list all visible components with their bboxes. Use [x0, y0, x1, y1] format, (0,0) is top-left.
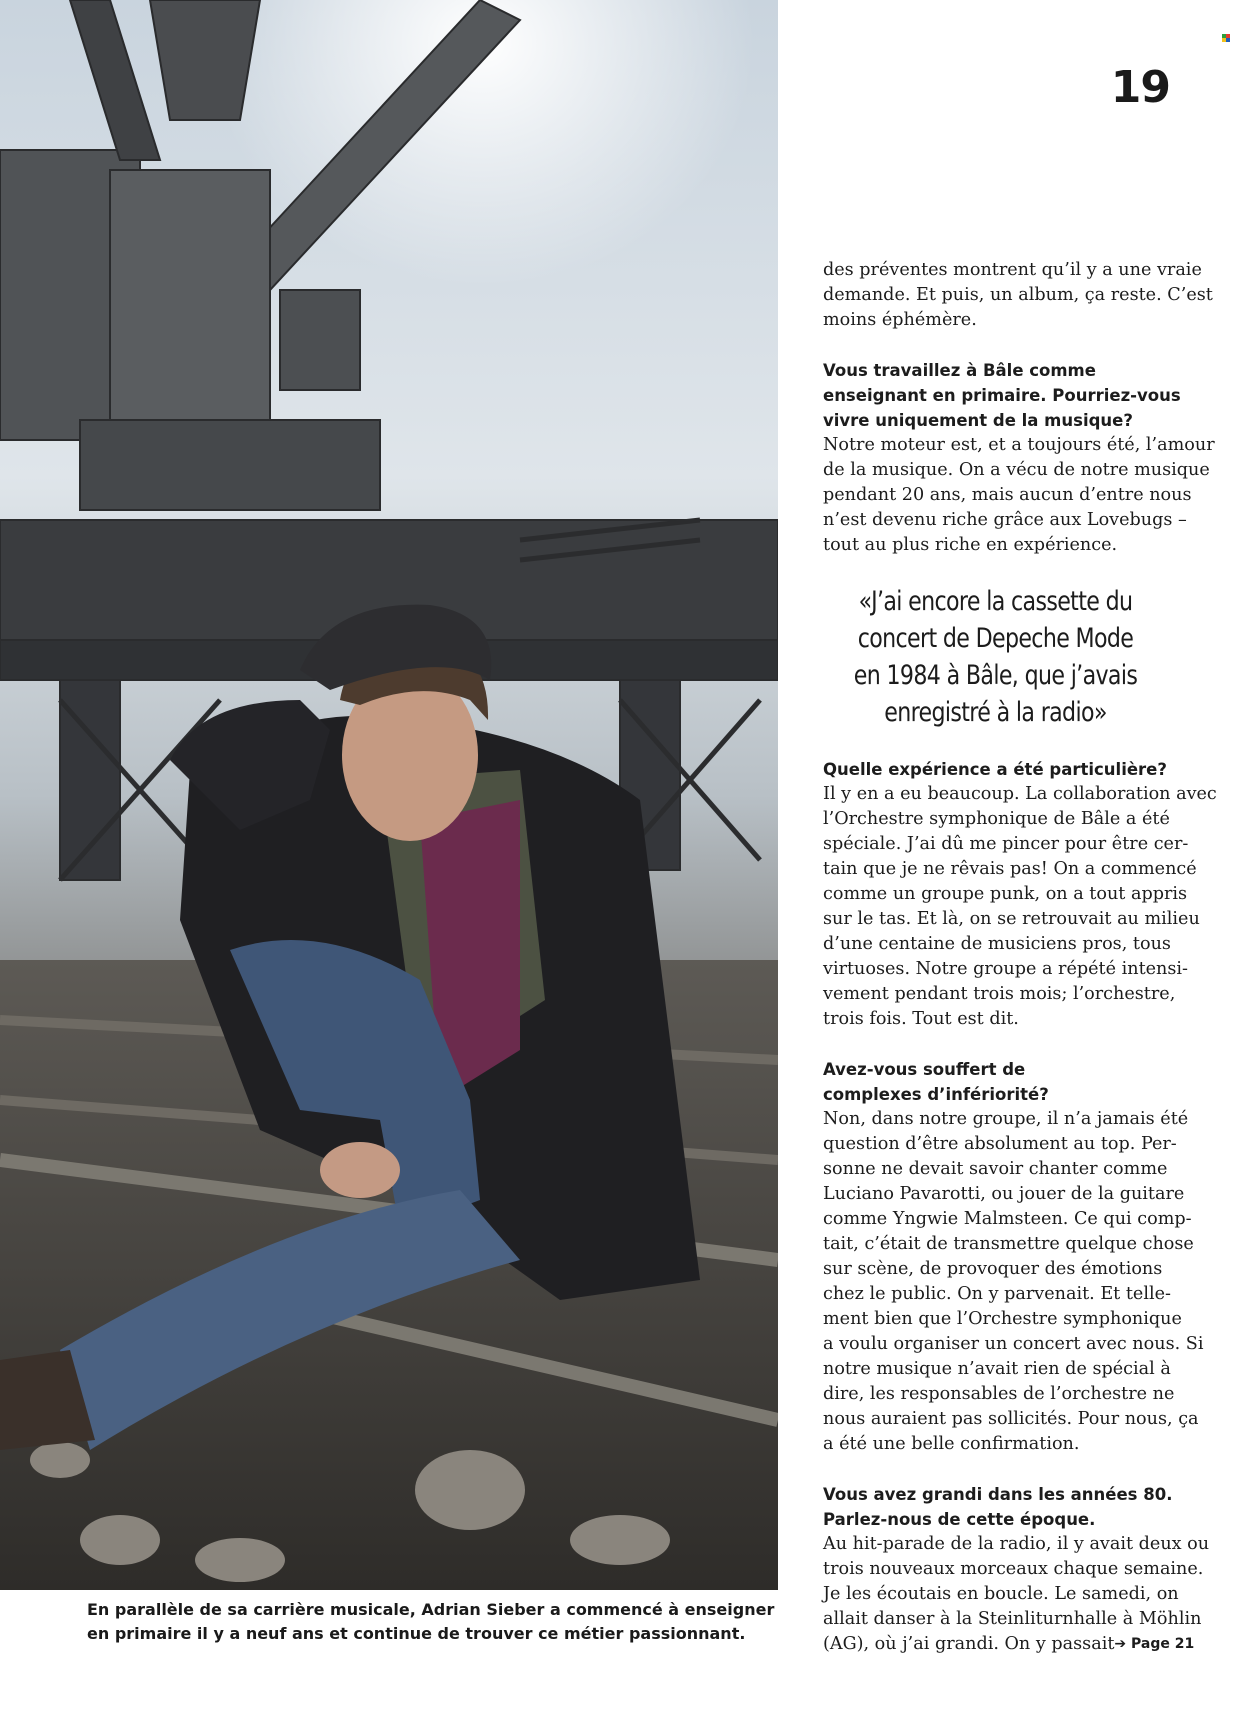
text-line: moins éphémère.: [823, 310, 977, 330]
article-column: [823, 258, 1217, 1657]
question-line: Quelle expérience a été particulière?: [823, 760, 1167, 779]
answer-line: tout au plus riche en expérience.: [823, 535, 1118, 555]
answer-line: trois nouveaux morceaux chaque semaine.: [823, 1559, 1204, 1579]
answer-line: virtuoses. Notre groupe a répété intensi-: [823, 959, 1188, 979]
answer-line: notre musique n’avait rien de spécial à: [823, 1359, 1171, 1379]
answer-line: n’est devenu riche grâce aux Lovebugs –: [823, 510, 1187, 530]
answer-line: tait, c’était de transmettre quelque chose: [823, 1234, 1194, 1254]
answer-line: a été une belle confirmation.: [823, 1434, 1080, 1454]
page-number: 19: [1110, 62, 1170, 113]
photo-caption: [87, 1598, 775, 1646]
answer-line: tain que je ne rêvais pas! On a commencé: [823, 859, 1197, 879]
answer-line: nous auraient pas sollicités. Pour nous, ça: [823, 1409, 1199, 1429]
answer-line: sur scène, de provoquer des émotions: [823, 1259, 1163, 1279]
pull-quote: [821, 583, 1170, 731]
intro-paragraph: [823, 258, 1213, 333]
answer-line: Il y en a eu beaucoup. La collaboration avec: [823, 784, 1217, 804]
answer-line: spéciale. J’ai dû me pincer pour être cer-: [823, 834, 1189, 854]
question-line: Avez-vous souffert de: [823, 1060, 1026, 1079]
continue-page-label: Page 21: [1131, 1636, 1195, 1652]
answer-line: sur le tas. Et là, on se retrouvait au milieu: [823, 909, 1200, 929]
answer-line: chez le public. On y parvenait. Et telle-: [823, 1284, 1171, 1304]
pull-quote-line: en 1984 à Bâle, que j’avais: [853, 660, 1138, 691]
pull-quote-line: concert de Depeche Mode: [857, 623, 1134, 654]
answer-line: a voulu organiser un concert avec nous. Si: [823, 1334, 1204, 1354]
marker-square: [1226, 38, 1230, 42]
caption-line: en primaire il y a neuf ans et continue de trouver ce métier passionnant.: [87, 1624, 746, 1643]
qa-block-1: [823, 358, 1215, 558]
answer-line: pendant 20 ans, mais aucun d’entre nous: [823, 485, 1192, 505]
question-line: Vous travaillez à Bâle comme: [823, 361, 1096, 380]
question-line: complexes d’infériorité?: [823, 1085, 1049, 1104]
answer-line: comme Yngwie Malmsteen. Ce qui comp-: [823, 1209, 1192, 1229]
qa-block-3: [823, 1057, 1204, 1457]
answer-line: allait danser à la Steinliturnhalle à Möhlin: [823, 1609, 1202, 1629]
question-line: vivre uniquement de la musique?: [823, 411, 1133, 430]
answer-line: Notre moteur est, et a toujours été, l’amour: [823, 435, 1215, 455]
caption-line: En parallèle de sa carrière musicale, Adrian Sieber a commencé à enseigner: [87, 1600, 775, 1619]
qa-block-4: [823, 1482, 1210, 1657]
text-line: demande. Et puis, un album, ça reste. C’est: [823, 285, 1213, 305]
answer-line: l’Orchestre symphonique de Bâle a été: [823, 809, 1170, 829]
answer-line: sonne ne devait savoir chanter comme: [823, 1159, 1168, 1179]
answer-line: Au hit-parade de la radio, il y avait deux ou: [823, 1534, 1210, 1554]
question-line: Parlez-nous de cette époque.: [823, 1510, 1096, 1529]
question-line: Vous avez grandi dans les années 80.: [823, 1485, 1173, 1504]
qa-block-2: [823, 757, 1217, 1032]
text-line: des préventes montrent qu’il y a une vraie: [823, 260, 1202, 280]
question-line: enseignant en primaire. Pourriez-vous: [823, 386, 1181, 405]
answer-line: d’une centaine de musiciens pros, tous: [823, 934, 1171, 954]
answer-line: dire, les responsables de l’orchestre ne: [823, 1384, 1175, 1404]
answer-line: (AG), où j’ai grandi. On y passait: [823, 1634, 1115, 1654]
answer-line: Luciano Pavarotti, ou jouer de la guitare: [823, 1184, 1185, 1204]
answer-line: trois fois. Tout est dit.: [823, 1009, 1019, 1029]
answer-line: ment bien que l’Orchestre symphonique: [823, 1309, 1182, 1329]
continue-link[interactable]: [1114, 1632, 1194, 1657]
answer-line: Non, dans notre groupe, il n’a jamais été: [823, 1109, 1189, 1129]
answer-line: Je les écoutais en boucle. Le samedi, on: [823, 1584, 1179, 1604]
pull-quote-line: enregistré à la radio»: [884, 697, 1107, 728]
answer-last-line: [823, 1632, 1195, 1657]
answer-line: de la musique. On a vécu de notre musique: [823, 460, 1210, 480]
answer-line: question d’être absolument au top. Per-: [823, 1134, 1177, 1154]
color-marker-icon: [1222, 34, 1230, 42]
answer-line: vement pendant trois mois; l’orchestre,: [823, 984, 1176, 1004]
pull-quote-line: «J’ai encore la cassette du: [858, 586, 1133, 617]
arrow-right-icon: ➔: [1114, 1636, 1127, 1652]
answer-line: comme un groupe punk, on a tout appris: [823, 884, 1188, 904]
